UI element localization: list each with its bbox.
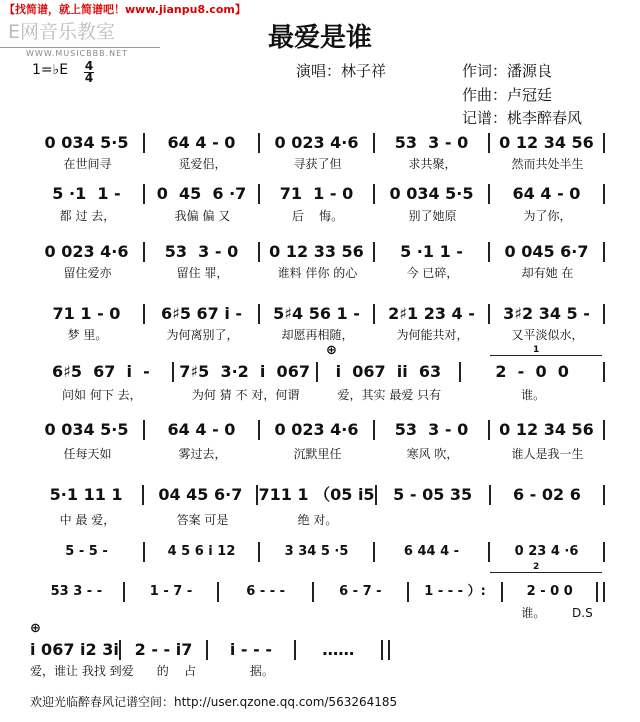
lyrics-row — [30, 606, 605, 621]
lyric-phrase: 然而共处半生 — [511, 157, 584, 171]
measure: 711 1 （05 i5 — [258, 485, 375, 504]
measure: 0 23 4 ·6 — [514, 544, 579, 559]
lyric-phrase: 梦 里。 — [67, 328, 108, 342]
lyric-phrase — [222, 606, 318, 621]
measure: 04 45 6·7 — [158, 485, 243, 504]
lyric-phrase: 别了她原 — [408, 209, 457, 223]
watermark-url: WWW.MUSICBBB.NET — [26, 49, 129, 58]
lyric-phrase: 绝 对。 — [297, 513, 338, 527]
lyric-phrase: 都 过 去， — [59, 209, 116, 223]
coda-icon: ⊕ — [30, 621, 41, 636]
measure: 71 1 - 0 — [52, 304, 121, 323]
composer-credit: 作曲：卢冠廷 — [462, 86, 553, 104]
barline — [603, 304, 605, 324]
measure: 5 - 05 35 — [393, 485, 473, 504]
score-row — [30, 304, 605, 324]
measure: 0 023 4·6 — [274, 420, 359, 439]
measure: 1 - - - ）: — [424, 584, 486, 599]
lyric-phrase: 据。 — [249, 664, 274, 678]
footer-link[interactable]: 欢迎光临醉春风记谱空间：http://user.qzone.qq.com/563264185 — [30, 695, 398, 709]
coda-icon: ⊕ — [326, 343, 337, 358]
measure: 53 3 - - — [50, 584, 103, 599]
lyrics-row — [30, 447, 605, 462]
measure: 0 045 6·7 — [504, 242, 589, 261]
lyric-phrase — [490, 513, 605, 528]
measure: 64 4 - 0 — [512, 184, 581, 203]
barline — [603, 420, 605, 440]
measure: 0 12 33 56 — [269, 242, 364, 261]
volta-2-bracket — [490, 572, 602, 573]
lyric-phrase: 谁。 D.S — [521, 606, 593, 620]
measure: 53 3 - 0 — [394, 133, 469, 152]
lyric-phrase: 为何 猜 不 对，何谓 — [191, 388, 300, 402]
measure: 0 023 4·6 — [274, 133, 359, 152]
lyric-phrase — [375, 513, 490, 528]
singer-credit: 演唱：林子祥 — [296, 62, 387, 80]
measure: 1 - 7 - — [149, 584, 193, 599]
score-row — [30, 640, 390, 660]
score-row — [30, 133, 605, 153]
barline — [603, 133, 605, 153]
measure: i - - - — [229, 640, 272, 659]
song-title: 最爱是谁 — [267, 23, 372, 53]
measure: 6 - - - — [246, 584, 286, 599]
measure: 7♯5 3·2 i 067 — [179, 362, 310, 381]
lyric-phrase: 寻获了但 — [293, 157, 342, 171]
time-top: 4 — [84, 59, 94, 73]
double-barline — [381, 640, 390, 660]
lyric-phrase: 今 已碎， — [406, 266, 459, 280]
lyric-phrase: 谁。 — [521, 388, 546, 402]
lyric-phrase: 雾过去， — [178, 447, 227, 461]
measure: 0 12 34 56 — [499, 420, 594, 439]
lyric-phrase: 却愿再相随， — [281, 328, 354, 342]
lyric-phrase — [30, 606, 126, 621]
lyric-phrase: 又平淡似水， — [511, 328, 584, 342]
score-row — [30, 362, 605, 382]
lyrics-row — [30, 266, 605, 281]
measure: 2 - - i7 — [134, 640, 193, 659]
measure: 53 3 - 0 — [394, 420, 469, 439]
measure: 6 - 02 6 — [512, 485, 581, 504]
measure: 6♯5 67 i - — [51, 362, 150, 381]
lyrics-row — [30, 388, 605, 403]
measure: 0 023 4·6 — [44, 242, 129, 261]
lyric-phrase: 留住爱亦 — [63, 266, 112, 280]
transcriber-credit: 记谱：桃李醉春风 — [462, 109, 583, 127]
lyric-phrase: 觅爱侣， — [178, 157, 227, 171]
measure: 2 - 0 0 — [495, 362, 569, 381]
lyric-phrase: 为何能共对， — [396, 328, 469, 342]
lyric-phrase: 留住 罪， — [176, 266, 229, 280]
volta-1-label: 1 — [533, 345, 540, 355]
measure: 0 12 34 56 — [499, 133, 594, 152]
time-signature — [84, 61, 94, 84]
measure: 6 - 7 - — [339, 584, 382, 599]
lyrics-row — [30, 664, 390, 679]
lyric-phrase — [305, 664, 390, 679]
measure: 6♯5 67 i - — [160, 304, 243, 323]
lyric-phrase — [413, 606, 509, 621]
measure: 0 034 5·5 — [389, 184, 474, 203]
score-row — [30, 420, 605, 440]
lyric-phrase: 任每天如 — [63, 447, 112, 461]
lyricist-credit: 作词：潘源良 — [462, 62, 553, 80]
measure: …… — [322, 640, 355, 659]
double-barline — [596, 582, 605, 602]
lyric-phrase: 爱，谁让 我找 到爱 — [30, 664, 134, 678]
barline — [603, 362, 605, 382]
lyrics-row — [30, 328, 605, 343]
measure: 3♯2 34 5 - — [503, 304, 590, 323]
score-row — [30, 542, 605, 562]
measure: 0 45 6 ·7 — [156, 184, 247, 203]
key-signature: 1=♭E — [32, 62, 69, 78]
lyric-phrase: 的 占 — [156, 664, 196, 678]
lyric-phrase: 沉默里任 — [293, 447, 342, 461]
lyric-phrase: 寒风 吹， — [406, 447, 459, 461]
measure: 0 034 5·5 — [44, 133, 129, 152]
score-row — [30, 485, 605, 505]
measure: i 067 ii 63 — [335, 362, 442, 381]
score-row — [30, 184, 605, 204]
lyric-phrase — [317, 606, 413, 621]
lyric-phrase: 我偏 偏 又 — [174, 209, 231, 223]
volta-1-bracket — [490, 355, 602, 356]
lyric-phrase: 求共聚， — [408, 157, 457, 171]
lyric-phrase: 问如 何下 去， — [62, 388, 142, 402]
time-bottom: 4 — [84, 71, 94, 85]
lyric-phrase: 中 最 爱， — [59, 513, 116, 527]
lyric-phrase: 答案 可是 — [176, 513, 229, 527]
measure: 5 - 5 - — [65, 544, 108, 559]
measure: 6 44 4 - — [403, 544, 460, 559]
measure: 3 34 5 ·5 — [284, 544, 349, 559]
barline — [603, 242, 605, 262]
lyric-phrase: 为了你， — [523, 209, 572, 223]
lyric-phrase: 谁料 伴你 的心 — [277, 266, 358, 280]
score-row — [30, 582, 605, 602]
measure: 5 ·1 1 - — [52, 184, 121, 203]
barline — [603, 184, 605, 204]
measure: 4 5 6 i 12 — [167, 544, 236, 559]
measure: 0 034 5·5 — [44, 420, 129, 439]
lyric-phrase: 后 悔。 — [291, 209, 344, 223]
lyric-phrase: 却有她 在 — [521, 266, 574, 280]
measure: 71 1 - 0 — [279, 184, 354, 203]
lyrics-row — [30, 209, 605, 224]
measure: 2 - 0 0 — [526, 584, 573, 599]
barline — [603, 485, 605, 505]
lyric-phrase — [126, 606, 222, 621]
volta-2-label: 2 — [533, 562, 540, 572]
lyrics-row — [30, 513, 605, 528]
measure: 5·1 11 1 — [49, 485, 123, 504]
watermark-logo: E网音乐教室 — [8, 21, 116, 43]
lyric-phrase: 爱，其实 最爱 只有 — [337, 388, 442, 402]
measure: 5 ·1 1 - — [400, 242, 463, 261]
lyric-phrase: 谁人是我一生 — [511, 447, 584, 461]
measure: 64 4 - 0 — [167, 133, 236, 152]
lyric-phrase: 在世间寻 — [63, 157, 112, 171]
lyric-phrase: 为何离别了， — [166, 328, 239, 342]
measure: 2♯1 23 4 - — [388, 304, 475, 323]
measure: 53 3 - 0 — [164, 242, 239, 261]
measure: 64 4 - 0 — [167, 420, 236, 439]
lyrics-row — [30, 157, 605, 172]
measure: i 067 i2 3i — [30, 640, 119, 659]
measure: 5♯4 56 1 - — [273, 304, 360, 323]
promo-banner[interactable]: 【找简谱，就上简谱吧！www.jianpu8.com】 — [4, 3, 246, 16]
barline — [603, 542, 605, 562]
score-row — [30, 242, 605, 262]
